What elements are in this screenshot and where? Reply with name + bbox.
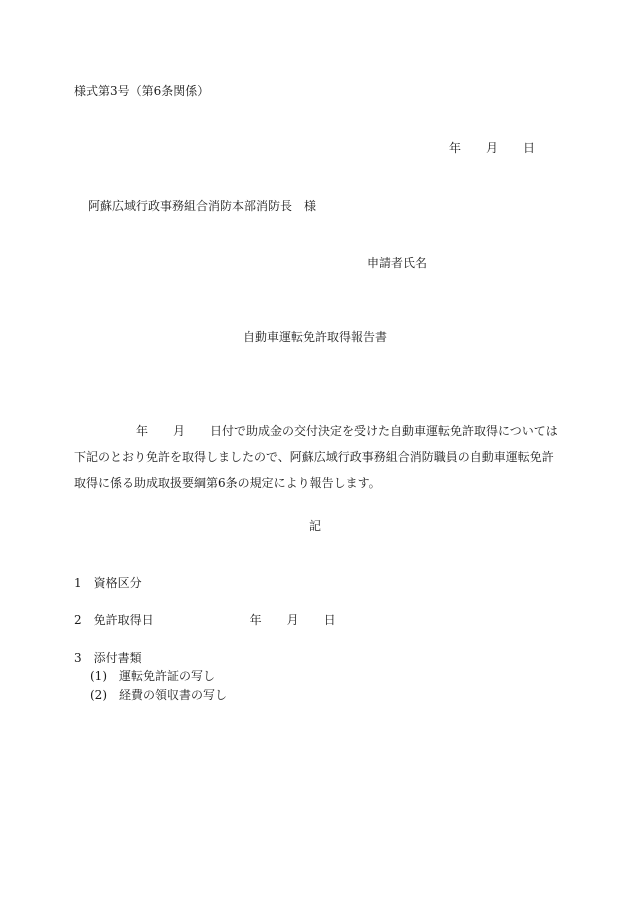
date-year: 年: [449, 141, 462, 155]
item-qualification-type: 1 資格区分: [74, 576, 142, 590]
item-license-month: 月: [286, 613, 299, 627]
date-day: 日: [523, 141, 536, 155]
ki-heading: 記: [308, 519, 321, 533]
body-line-1: [74, 418, 558, 444]
item-license-date: [74, 614, 336, 626]
addressee: 阿蘇広域行政事務組合消防本部消防長 様: [88, 199, 317, 213]
body-line-3: 取得に係る助成取扱要綱第6条の規定により報告します。: [74, 476, 381, 490]
attachment-receipt-copy: (2) 経費の領収書の写し: [90, 688, 227, 702]
document-title: 自動車運転免許取得報告書: [242, 330, 387, 344]
item-license-day: 日: [323, 613, 336, 627]
date-line: [449, 142, 535, 154]
form-number: 様式第3号（第6条関係）: [74, 84, 210, 98]
body-line-2: 下記のとおり免許を取得しましたので、阿蘇広域行政事務組合消防職員の自動車運転免許: [74, 450, 554, 464]
attachment-license-copy: (1) 運転免許証の写し: [90, 669, 215, 683]
body-month: 月: [173, 424, 186, 438]
date-month: 月: [486, 141, 499, 155]
item-license-year: 年: [249, 613, 262, 627]
body-year: 年: [136, 424, 149, 438]
body-line-1-text: 日付で助成金の交付決定を受けた自動車運転免許取得については: [210, 424, 558, 438]
item-license-date-label: 2 免許取得日: [74, 613, 154, 627]
body-paragraph: [74, 418, 558, 496]
applicant-name-label: 申請者氏名: [367, 256, 428, 270]
item-attachments: 3 添付書類: [74, 651, 142, 665]
